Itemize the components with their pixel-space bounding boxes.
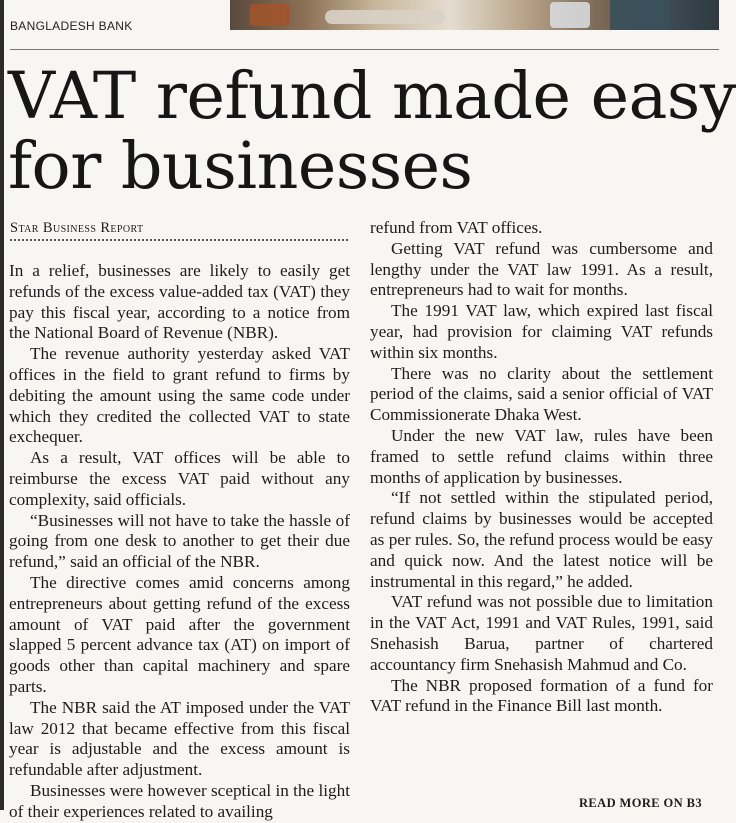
- headline-line-2: for businesses: [8, 129, 473, 204]
- paragraph: VAT refund was not possible due to limitation in the VAT Act, 1991 and VAT Rules, 1991, said Snehasish Barua, partner of chartered accountancy firm Snehasish Mahmud and Co.: [370, 592, 713, 674]
- byline: Star Business Report: [10, 220, 144, 236]
- paragraph: Getting VAT refund was cumbersome and lengthy under the VAT law 1991. As a result, entrepreneurs had to wait for months.: [370, 238, 713, 300]
- headline-line-1: VAT refund made easy: [8, 59, 736, 134]
- paragraph: The revenue authority yesterday asked VAT offices in the field to grant refund to firms by debiting the amount using the same code under which they credited the collected VAT to state exchequer.: [9, 344, 350, 447]
- paragraph: The NBR said the AT imposed under the VAT law 2012 that became effective from this fiscal year is adjustable and the excess amount is refundable after adjustment.: [9, 697, 350, 780]
- paragraph: There was no clarity about the settlement period of the claims, said a senior official of VAT Commissionerate Dhaka West.: [370, 363, 713, 425]
- read-more-link[interactable]: READ MORE ON B3: [579, 796, 703, 810]
- paragraph: The 1991 VAT law, which expired last fiscal year, had provision for claiming VAT refunds within six months.: [370, 301, 713, 362]
- page-left-edge: [0, 0, 4, 810]
- header-rule: [10, 49, 719, 50]
- byline-divider: [10, 239, 348, 241]
- paragraph: refund from VAT offices.: [370, 218, 543, 237]
- paragraph: In a relief, businesses are likely to easily get refunds of the excess value-added tax (VAT) they pay this fiscal year, according to a notice from the National Board of Revenue (NBR).: [9, 261, 350, 343]
- paragraph: “If not settled within the stipulated period, refund claims by businesses would be accepted as per rules. So, the refund process would be easy and quick now. And the latest notice will be instrumental in this regard,” he added.: [370, 488, 713, 591]
- paragraph: Under the new VAT law, rules have been framed to settle refund claims within three months of application by businesses.: [370, 425, 713, 487]
- paragraph: The directive comes amid concerns among entrepreneurs about getting refund of the excess amount of VAT paid after the government slapped 5 percent advance tax (AT) on import of goods other than capital machinery and spare parts.: [9, 572, 350, 696]
- photo-caption: BANGLADESH BANK: [10, 19, 133, 33]
- paragraph: “Businesses will not have to take the hassle of going from one desk to another to get their due refund,” said an official of the NBR.: [9, 510, 350, 572]
- paragraph: The NBR proposed formation of a fund for VAT refund in the Finance Bill last month.: [370, 675, 713, 716]
- article-column-left: [9, 261, 350, 821]
- paragraph: As a result, VAT offices will be able to reimburse the excess VAT paid without any complexity, said officials.: [9, 448, 350, 509]
- article-column-right: [370, 218, 713, 717]
- news-photo: [230, 0, 719, 30]
- paragraph: Businesses were however sceptical in the light of their experiences related to availing: [9, 780, 350, 821]
- headline: [8, 59, 736, 204]
